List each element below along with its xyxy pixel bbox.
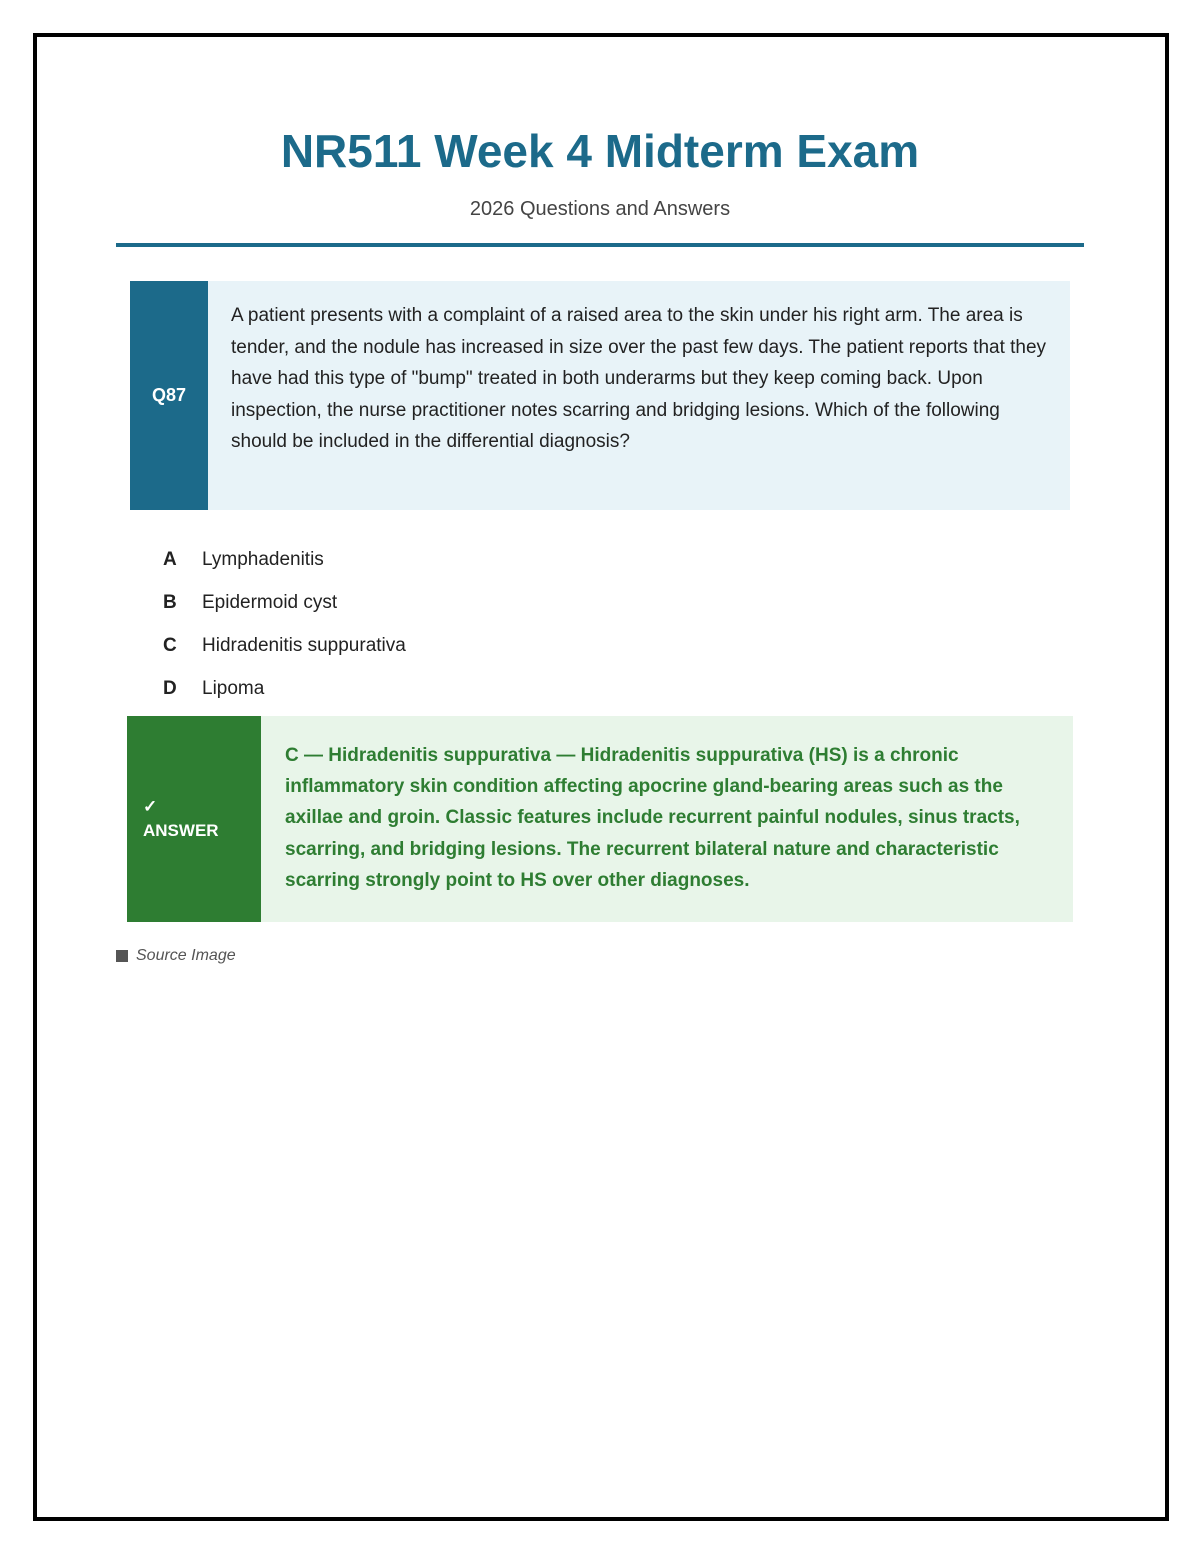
option-letter: D xyxy=(163,677,177,699)
answer-label: ANSWER xyxy=(143,821,219,840)
checkmark-icon: ✓ xyxy=(143,797,158,816)
source-image-link[interactable] xyxy=(116,944,236,968)
option-letter: C xyxy=(163,634,177,656)
option-letter: B xyxy=(163,591,177,613)
square-icon xyxy=(116,950,128,962)
option-b[interactable] xyxy=(160,581,406,624)
answer-options xyxy=(160,538,406,710)
source-label: Source Image xyxy=(136,947,236,964)
answer-explanation: C — Hidradenitis suppurativa — Hidradenitis suppurativa (HS) is a chronic inflammatory skin condition affecting apocrine gland-bearing areas such as the axillae and groin. Classic features include recurrent painful nodules, sinus tracts, scarring, and bridging lesions. The recurrent bilateral nature and characteristic scarring strongly point to HS over other diagnoses. xyxy=(285,745,1020,891)
title-divider xyxy=(116,243,1084,247)
answer-badge xyxy=(127,716,261,922)
question-text: A patient presents with a complaint of a raised area to the skin under his right arm. The area is tender, and the nodule has increased in size over the past few days. The patient reports that they have had this type of "bump" treated in both underarms but they keep coming back. Upon inspection, the nurse practitioner notes scarring and bridging lesions. Which of the following should be included in the differential diagnosis? xyxy=(231,305,1047,452)
option-text: Epidermoid cyst xyxy=(202,591,338,613)
document-subtitle: 2026 Questions and Answers xyxy=(469,198,731,220)
option-letter: A xyxy=(163,548,177,570)
option-c[interactable] xyxy=(160,624,406,667)
option-text: Hidradenitis suppurativa xyxy=(202,634,406,656)
option-a[interactable] xyxy=(160,538,406,581)
document-title: NR511 Week 4 Midterm Exam xyxy=(280,125,920,177)
option-text: Lymphadenitis xyxy=(202,548,324,570)
question-number: Q87 xyxy=(151,385,187,405)
answer-card xyxy=(127,716,1073,922)
option-text: Lipoma xyxy=(202,677,265,699)
option-d[interactable] xyxy=(160,667,406,710)
question-card xyxy=(130,281,1070,510)
question-number-badge xyxy=(130,281,208,510)
